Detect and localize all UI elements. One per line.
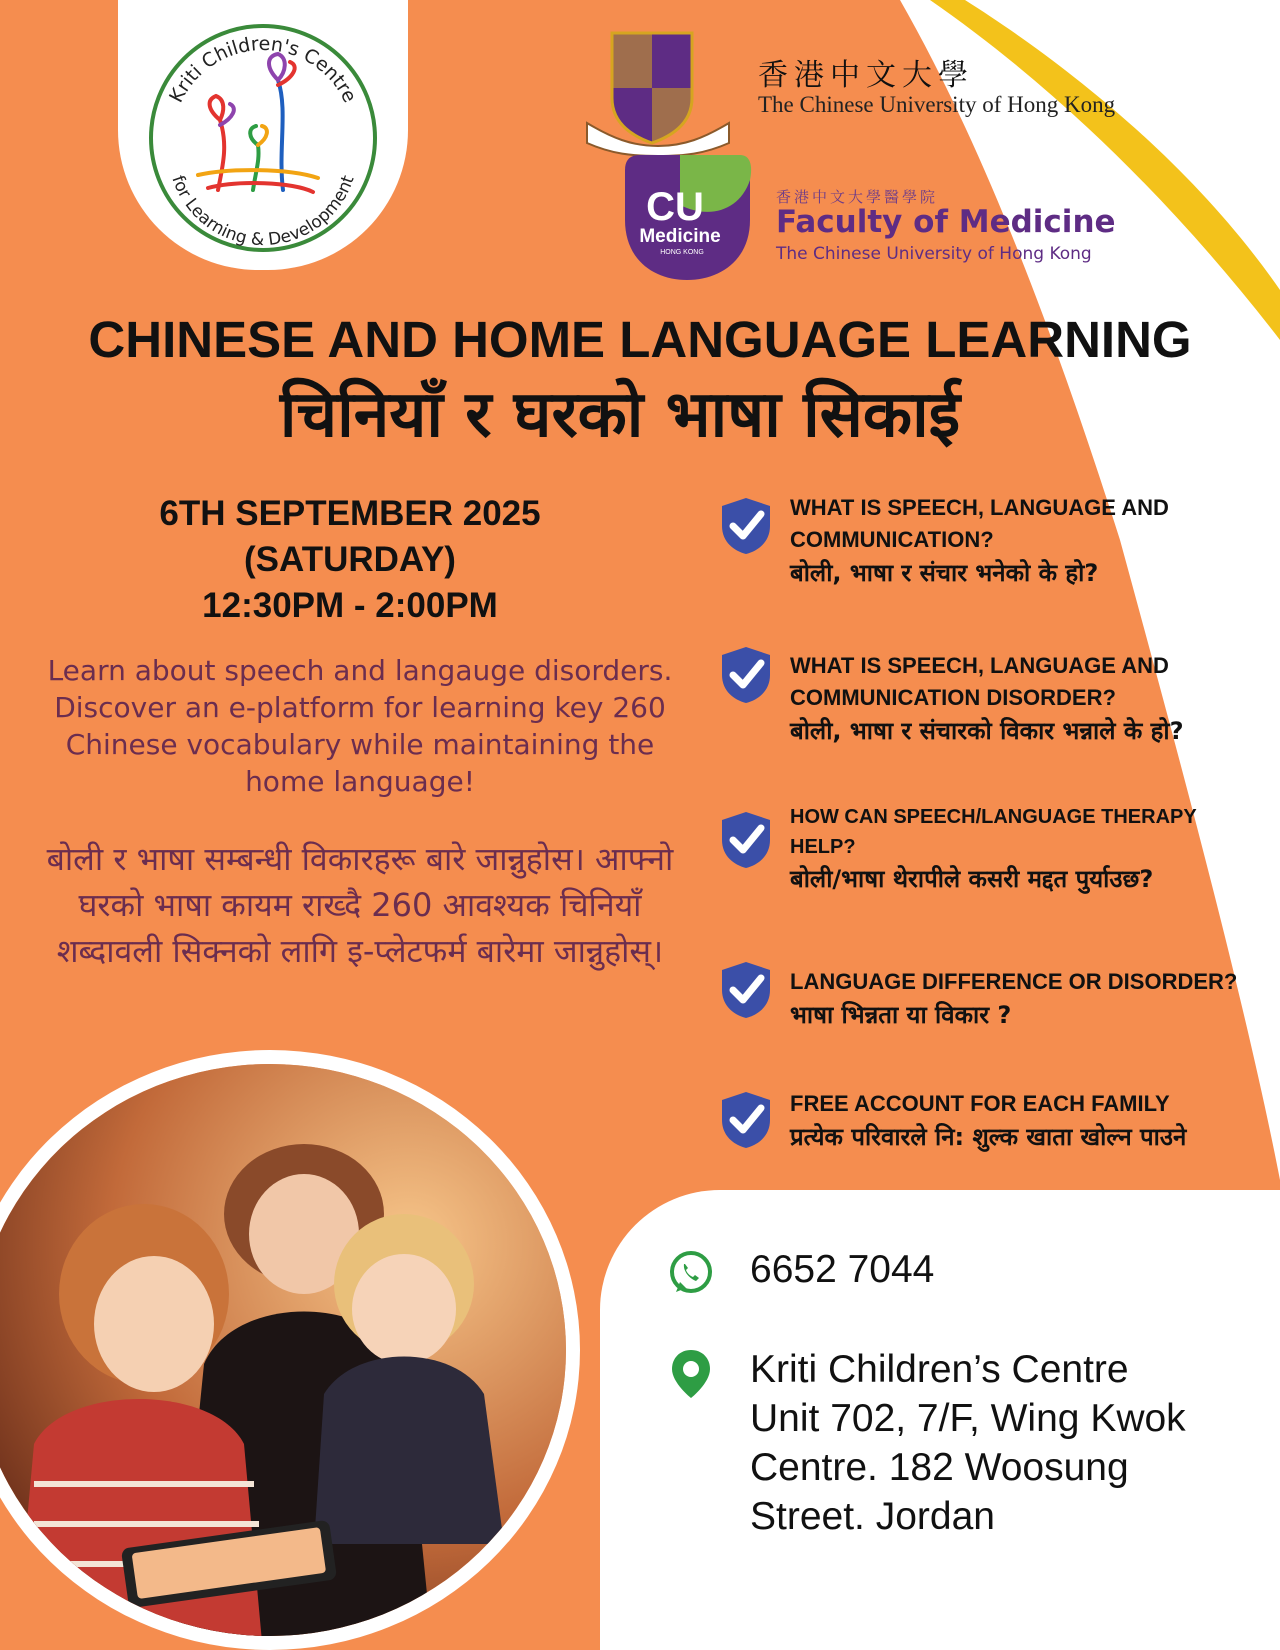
map-pin-icon (668, 1348, 714, 1400)
topic-5-nepali: प्रत्येक परिवारले नि: शुल्क खाता खोल्न पाउने (790, 1123, 1187, 1151)
topic-2-nepali: बोली, भाषा र संचारको विकार भन्नाले के हो? (790, 717, 1184, 745)
hong-kong-text: HONG KONG (660, 249, 704, 256)
topic-3-english: HOW CAN SPEECH/LANGUAGE THERAPY HELP? (790, 806, 1197, 858)
topic-item (718, 810, 774, 874)
description-nepali: बोली र भाषा सम्बन्धी विकारहरू बारे जान्नुहोस। आफ्नो घरको भाषा कायम राख्दै 260 आवश्यक चिनियाँ शब्दावली सिक्नको लागि इ-प्लेटफर्म बारेमा जान्नुहोस्। (46, 840, 674, 970)
whatsapp-icon (668, 1250, 714, 1296)
cuhk-chinese-name: 香港中文大學 (758, 58, 974, 93)
cuhk-english-name: The Chinese University of Hong Kong (758, 92, 1116, 117)
topic-item (718, 960, 774, 1024)
topic-item (718, 645, 774, 709)
topic-item (718, 1090, 774, 1154)
event-time: 12:30PM - 2:00PM (202, 586, 498, 625)
description-english: Learn about speech and langauge disorders. Discover an e-platform for learning key 260 Chinese vocabulary while maintaining the home language! (47, 654, 673, 798)
check-shield-icon (718, 1090, 774, 1150)
cu-text: CU (646, 185, 704, 229)
kriti-name-top: Kriti Children's Centre (165, 32, 361, 107)
kriti-name-bottom: for Learning & Development (167, 173, 359, 251)
faculty-subtitle: The Chinese University of Hong Kong (776, 244, 1092, 264)
svg-text:Kriti Children's Centre (165, 33, 361, 106)
topic-item (718, 496, 774, 560)
medicine-chinese-name: 香港中文大學醫學院 (776, 188, 939, 206)
address (750, 1345, 1270, 1541)
topic-4-english: LANGUAGE DIFFERENCE OR DISORDER? (790, 969, 1238, 994)
check-shield-icon (718, 496, 774, 556)
address-line-4: Street. Jordan (750, 1495, 995, 1538)
kriti-logo (118, 0, 408, 270)
headline-english: CHINESE AND HOME LANGUAGE LEARNING (88, 311, 1192, 368)
address-line-2: Unit 702, 7/F, Wing Kwok (750, 1397, 1186, 1440)
topic-3-nepali: बोली/भाषा थेरापीले कसरी मद्दत पुर्याउछ? (790, 865, 1154, 893)
address-line-3: Centre. 182 Woosung (750, 1446, 1129, 1489)
check-shield-icon (718, 810, 774, 870)
check-shield-icon (718, 645, 774, 705)
headline-nepali: चिनियाँ र घरको भाषा सिकाई (279, 378, 961, 452)
cu-medicine-logo (620, 150, 755, 285)
topic-5-english: FREE ACCOUNT FOR EACH FAMILY (790, 1091, 1170, 1116)
topic-1-english: WHAT IS SPEECH, LANGUAGE AND COMMUNICATION? (790, 495, 1169, 552)
event-weekday: (SATURDAY) (244, 540, 456, 579)
topic-4-nepali: भाषा भिन्नता या विकार ? (790, 1001, 1012, 1029)
medicine-text: Medicine (639, 226, 721, 247)
check-shield-icon (718, 960, 774, 1020)
phone-number[interactable]: 6652 7044 (750, 1248, 935, 1291)
cuhk-crest-icon (582, 28, 734, 156)
address-line-1: Kriti Children’s Centre (750, 1348, 1129, 1391)
event-date: 6TH SEPTEMBER 2025 (159, 494, 541, 533)
topic-2-english: WHAT IS SPEECH, LANGUAGE AND COMMUNICATION DISORDER? (790, 653, 1169, 710)
plant-icon (198, 54, 318, 192)
topic-1-nepali: बोली, भाषा र संचार भनेको के हो? (790, 559, 1099, 587)
faculty-of-medicine-title: Faculty of Medicine (776, 204, 1116, 240)
